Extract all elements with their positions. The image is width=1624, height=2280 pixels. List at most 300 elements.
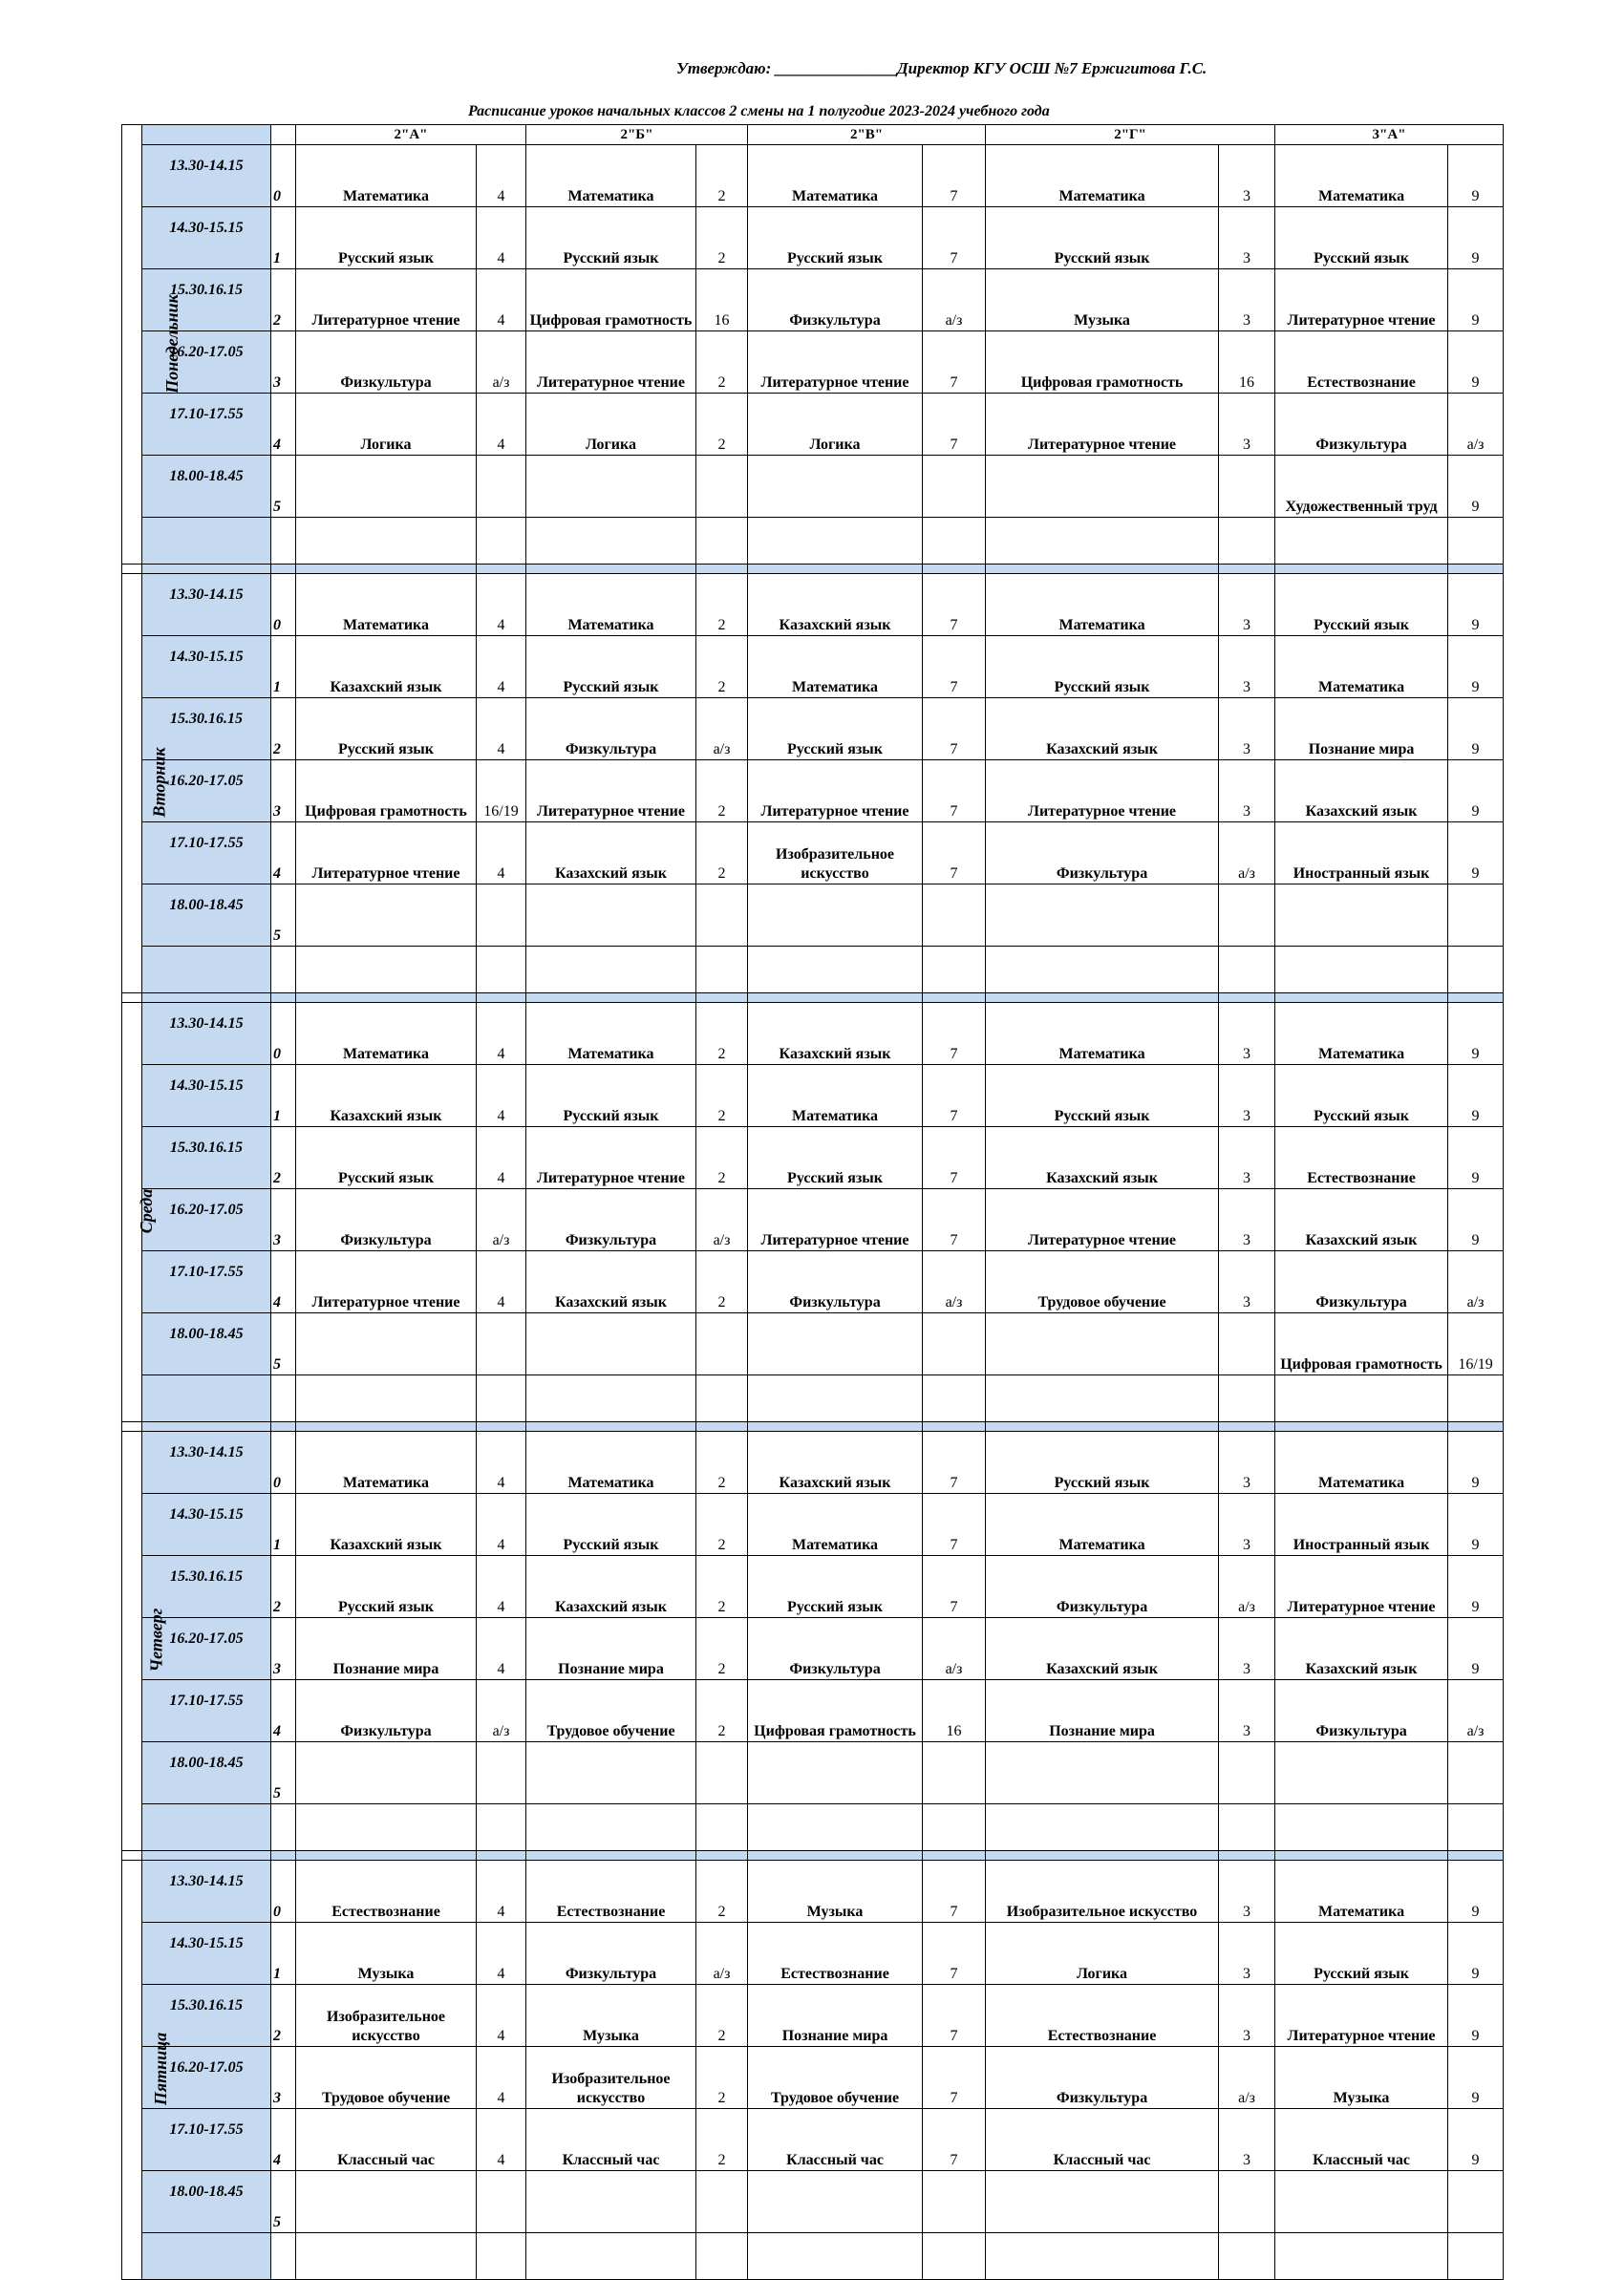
blank-cell bbox=[696, 518, 748, 565]
separator-cell bbox=[748, 1851, 923, 1861]
subject-cell: Трудовое обучение bbox=[296, 2047, 477, 2109]
subject-cell: Трудовое обучение bbox=[526, 1680, 696, 1742]
subject-cell: Математика bbox=[526, 1432, 696, 1494]
subject-cell: Логика bbox=[986, 1923, 1219, 1985]
blank-time-cell bbox=[142, 1375, 271, 1422]
header-day-cell bbox=[122, 125, 182, 565]
room-cell bbox=[1448, 1742, 1504, 1804]
room-cell: 7 bbox=[923, 207, 986, 269]
room-cell: 2 bbox=[696, 207, 748, 269]
room-cell: 9 bbox=[1448, 1923, 1504, 1985]
room-cell: а/з bbox=[696, 1923, 748, 1985]
blank-cell bbox=[526, 518, 696, 565]
room-cell: а/з bbox=[477, 1680, 526, 1742]
lesson-time: 13.30-14.15 bbox=[142, 1861, 271, 1923]
blank-cell bbox=[748, 1804, 923, 1851]
lesson-time: 16.20-17.05 bbox=[142, 1618, 271, 1680]
subject-cell bbox=[296, 2171, 477, 2233]
room-cell: 9 bbox=[1448, 331, 1504, 394]
day-separator bbox=[122, 1422, 1504, 1432]
lesson-number: 2 bbox=[271, 1556, 296, 1618]
room-cell bbox=[923, 884, 986, 947]
lesson-number: 2 bbox=[271, 1127, 296, 1189]
blank-row bbox=[122, 518, 1504, 565]
separator-cell bbox=[477, 1422, 526, 1432]
blank-cell bbox=[526, 1375, 696, 1422]
separator-cell bbox=[696, 1422, 748, 1432]
room-cell: 7 bbox=[923, 760, 986, 822]
lesson-time: 18.00-18.45 bbox=[142, 1742, 271, 1804]
room-cell: 7 bbox=[923, 2047, 986, 2109]
blank-cell bbox=[1219, 947, 1275, 993]
lesson-row bbox=[122, 1494, 1504, 1556]
separator-cell bbox=[526, 565, 696, 574]
lesson-number: 3 bbox=[271, 1189, 296, 1251]
lesson-number: 0 bbox=[271, 574, 296, 636]
room-cell: а/з bbox=[1219, 822, 1275, 884]
separator-cell bbox=[1219, 565, 1275, 574]
subject-cell: Русский язык bbox=[1275, 1923, 1448, 1985]
lesson-time: 13.30-14.15 bbox=[142, 574, 271, 636]
lesson-time: 15.30.16.15 bbox=[142, 698, 271, 760]
blank-cell bbox=[923, 947, 986, 993]
blank-cell bbox=[748, 518, 923, 565]
subject-cell: Математика bbox=[986, 1003, 1219, 1065]
lesson-row bbox=[122, 1680, 1504, 1742]
subject-cell: Литературное чтение bbox=[1275, 1556, 1448, 1618]
room-cell: 16 bbox=[923, 1680, 986, 1742]
subject-cell: Русский язык bbox=[986, 1065, 1219, 1127]
blank-cell bbox=[477, 1375, 526, 1422]
room-cell: 4 bbox=[477, 394, 526, 456]
room-cell: 2 bbox=[696, 822, 748, 884]
subject-cell: Литературное чтение bbox=[1275, 1985, 1448, 2047]
lesson-time: 13.30-14.15 bbox=[142, 145, 271, 207]
room-cell bbox=[1219, 1742, 1275, 1804]
subject-cell: Математика bbox=[986, 145, 1219, 207]
lesson-number: 4 bbox=[271, 2109, 296, 2171]
blank-cell bbox=[923, 2233, 986, 2280]
room-cell: 2 bbox=[696, 331, 748, 394]
schedule-table bbox=[121, 124, 1504, 2280]
subject-cell: Русский язык bbox=[986, 207, 1219, 269]
lesson-number: 5 bbox=[271, 2171, 296, 2233]
separator-cell bbox=[748, 565, 923, 574]
room-cell: 7 bbox=[923, 822, 986, 884]
blank-cell bbox=[986, 2233, 1219, 2280]
lesson-row bbox=[122, 2047, 1504, 2109]
subject-cell: Физкультура bbox=[526, 1189, 696, 1251]
subject-cell: Физкультура bbox=[1275, 1251, 1448, 1313]
room-cell: 9 bbox=[1448, 2047, 1504, 2109]
room-cell: 4 bbox=[477, 1861, 526, 1923]
room-cell bbox=[1219, 456, 1275, 518]
blank-cell bbox=[1448, 1804, 1504, 1851]
room-cell: 2 bbox=[696, 1127, 748, 1189]
subject-cell: Иностранный язык bbox=[1275, 1494, 1448, 1556]
room-cell: 2 bbox=[696, 1618, 748, 1680]
subject-cell: Математика bbox=[296, 1432, 477, 1494]
blank-cell bbox=[986, 947, 1219, 993]
subject-cell: Познание мира bbox=[1275, 698, 1448, 760]
lesson-row bbox=[122, 1189, 1504, 1251]
separator-cell bbox=[923, 565, 986, 574]
schedule-title: Расписание уроков начальных классов 2 смены на 1 полугодие 2023-2024 учебного года bbox=[468, 103, 1050, 119]
room-cell: 7 bbox=[923, 394, 986, 456]
room-cell: 7 bbox=[923, 1127, 986, 1189]
lesson-row bbox=[122, 456, 1504, 518]
subject-cell: Математика bbox=[526, 1003, 696, 1065]
room-cell: 4 bbox=[477, 1127, 526, 1189]
subject-cell: Русский язык bbox=[526, 1494, 696, 1556]
room-cell: 3 bbox=[1219, 574, 1275, 636]
blank-cell bbox=[526, 1804, 696, 1851]
room-cell: а/з bbox=[1448, 1251, 1504, 1313]
room-cell bbox=[696, 1313, 748, 1375]
subject-cell: Русский язык bbox=[526, 636, 696, 698]
room-cell: 9 bbox=[1448, 207, 1504, 269]
blank-time-cell bbox=[142, 1804, 271, 1851]
separator-cell bbox=[923, 1422, 986, 1432]
subject-cell bbox=[296, 884, 477, 947]
room-cell: а/з bbox=[696, 698, 748, 760]
blank-cell bbox=[477, 947, 526, 993]
blank-row bbox=[122, 1375, 1504, 1422]
separator-cell bbox=[1275, 565, 1448, 574]
day-cell bbox=[122, 1861, 171, 2280]
separator-cell bbox=[986, 1422, 1219, 1432]
lesson-row bbox=[122, 636, 1504, 698]
subject-cell: Русский язык bbox=[748, 698, 923, 760]
subject-cell: Изобразительное искусство bbox=[748, 822, 923, 884]
room-cell: 7 bbox=[923, 1432, 986, 1494]
subject-cell: Русский язык bbox=[296, 698, 477, 760]
blank-cell bbox=[986, 1804, 1219, 1851]
lesson-number: 0 bbox=[271, 1432, 296, 1494]
separator-cell bbox=[271, 565, 296, 574]
room-cell: 4 bbox=[477, 1251, 526, 1313]
blank-num-cell bbox=[271, 1804, 296, 1851]
lesson-row bbox=[122, 884, 1504, 947]
room-cell bbox=[923, 456, 986, 518]
subject-cell: Казахский язык bbox=[748, 574, 923, 636]
room-cell: 2 bbox=[696, 1494, 748, 1556]
room-cell: 4 bbox=[477, 698, 526, 760]
room-cell bbox=[696, 1742, 748, 1804]
separator-cell bbox=[1219, 1422, 1275, 1432]
room-cell: 9 bbox=[1448, 1432, 1504, 1494]
day-separator bbox=[122, 1851, 1504, 1861]
room-cell: 2 bbox=[696, 1432, 748, 1494]
room-cell: 9 bbox=[1448, 1494, 1504, 1556]
lesson-row bbox=[122, 145, 1504, 207]
subject-cell: Логика bbox=[526, 394, 696, 456]
room-cell: 9 bbox=[1448, 760, 1504, 822]
lesson-time: 17.10-17.55 bbox=[142, 822, 271, 884]
blank-cell bbox=[1275, 1804, 1448, 1851]
room-cell: 16/19 bbox=[477, 760, 526, 822]
room-cell bbox=[477, 456, 526, 518]
subject-cell: Казахский язык bbox=[1275, 760, 1448, 822]
subject-cell: Литературное чтение bbox=[986, 1189, 1219, 1251]
subject-cell: Цифровая грамотность bbox=[1275, 1313, 1448, 1375]
lesson-number: 1 bbox=[271, 1494, 296, 1556]
lesson-time: 13.30-14.15 bbox=[142, 1432, 271, 1494]
subject-cell: Музыка bbox=[526, 1985, 696, 2047]
lesson-time: 15.30.16.15 bbox=[142, 1127, 271, 1189]
subject-cell: Классный час bbox=[748, 2109, 923, 2171]
lesson-row bbox=[122, 1127, 1504, 1189]
separator-cell bbox=[748, 993, 923, 1003]
room-cell: 3 bbox=[1219, 207, 1275, 269]
subject-cell: Музыка bbox=[986, 269, 1219, 331]
room-cell: 9 bbox=[1448, 698, 1504, 760]
separator-cell bbox=[271, 993, 296, 1003]
room-cell: 4 bbox=[477, 822, 526, 884]
class-header: 2"Г" bbox=[986, 125, 1275, 145]
separator-cell bbox=[142, 1851, 271, 1861]
lesson-time: 15.30.16.15 bbox=[142, 269, 271, 331]
subject-cell: Русский язык bbox=[1275, 1065, 1448, 1127]
blank-cell bbox=[526, 2233, 696, 2280]
room-cell: 9 bbox=[1448, 1065, 1504, 1127]
subject-cell bbox=[296, 456, 477, 518]
room-cell: 3 bbox=[1219, 2109, 1275, 2171]
subject-cell: Математика bbox=[296, 1003, 477, 1065]
subject-cell: Русский язык bbox=[748, 1556, 923, 1618]
subject-cell bbox=[296, 1313, 477, 1375]
lesson-number: 4 bbox=[271, 394, 296, 456]
subject-cell: Литературное чтение bbox=[526, 760, 696, 822]
subject-cell: Математика bbox=[296, 574, 477, 636]
subject-cell: Русский язык bbox=[1275, 574, 1448, 636]
blank-cell bbox=[696, 947, 748, 993]
day-cell bbox=[122, 1003, 157, 1422]
lesson-row bbox=[122, 1861, 1504, 1923]
separator-cell bbox=[526, 1851, 696, 1861]
subject-cell: Казахский язык bbox=[748, 1003, 923, 1065]
lesson-row bbox=[122, 822, 1504, 884]
room-cell: 7 bbox=[923, 1494, 986, 1556]
room-cell: а/з bbox=[1219, 2047, 1275, 2109]
subject-cell: Цифровая грамотность bbox=[748, 1680, 923, 1742]
lesson-time: 16.20-17.05 bbox=[142, 760, 271, 822]
subject-cell: Литературное чтение bbox=[526, 331, 696, 394]
subject-cell bbox=[748, 2171, 923, 2233]
lesson-row bbox=[122, 1618, 1504, 1680]
room-cell: 3 bbox=[1219, 1985, 1275, 2047]
subject-cell bbox=[296, 1742, 477, 1804]
separator-cell bbox=[296, 993, 477, 1003]
subject-cell: Физкультура bbox=[526, 1923, 696, 1985]
room-cell: 7 bbox=[923, 145, 986, 207]
lesson-time: 17.10-17.55 bbox=[142, 2109, 271, 2171]
room-cell bbox=[1448, 884, 1504, 947]
blank-cell bbox=[986, 518, 1219, 565]
room-cell: а/з bbox=[923, 269, 986, 331]
room-cell: а/з bbox=[477, 1189, 526, 1251]
separator-day-cell bbox=[122, 1851, 142, 1861]
lesson-number: 1 bbox=[271, 1923, 296, 1985]
room-cell: 3 bbox=[1219, 145, 1275, 207]
lesson-time: 18.00-18.45 bbox=[142, 1313, 271, 1375]
separator-cell bbox=[1275, 993, 1448, 1003]
lesson-row bbox=[122, 207, 1504, 269]
separator-cell bbox=[696, 565, 748, 574]
subject-cell: Математика bbox=[296, 145, 477, 207]
subject-cell: Русский язык bbox=[748, 1127, 923, 1189]
room-cell: 4 bbox=[477, 1003, 526, 1065]
room-cell bbox=[477, 1742, 526, 1804]
room-cell: 9 bbox=[1448, 822, 1504, 884]
room-cell bbox=[1219, 884, 1275, 947]
room-cell: 4 bbox=[477, 269, 526, 331]
blank-time-cell bbox=[142, 518, 271, 565]
lesson-number: 1 bbox=[271, 207, 296, 269]
room-cell: 3 bbox=[1219, 1065, 1275, 1127]
subject-cell: Русский язык bbox=[748, 207, 923, 269]
blank-cell bbox=[477, 1804, 526, 1851]
room-cell: 3 bbox=[1219, 269, 1275, 331]
subject-cell bbox=[986, 1313, 1219, 1375]
room-cell: 9 bbox=[1448, 636, 1504, 698]
subject-cell: Литературное чтение bbox=[748, 1189, 923, 1251]
blank-cell bbox=[696, 2233, 748, 2280]
subject-cell: Изобразительное искусство bbox=[986, 1861, 1219, 1923]
room-cell: 3 bbox=[1219, 1618, 1275, 1680]
subject-cell: Естествознание bbox=[1275, 1127, 1448, 1189]
separator-cell bbox=[923, 993, 986, 1003]
lesson-number: 0 bbox=[271, 1003, 296, 1065]
room-cell: 2 bbox=[696, 1003, 748, 1065]
blank-cell bbox=[1275, 2233, 1448, 2280]
lesson-time: 15.30.16.15 bbox=[142, 1556, 271, 1618]
subject-cell: Казахский язык bbox=[296, 1494, 477, 1556]
room-cell: 2 bbox=[696, 394, 748, 456]
subject-cell bbox=[748, 1313, 923, 1375]
lesson-number: 3 bbox=[271, 2047, 296, 2109]
room-cell: 9 bbox=[1448, 1189, 1504, 1251]
subject-cell: Литературное чтение bbox=[1275, 269, 1448, 331]
room-cell: 7 bbox=[923, 1923, 986, 1985]
room-cell: 3 bbox=[1219, 1494, 1275, 1556]
subject-cell: Математика bbox=[1275, 1003, 1448, 1065]
lesson-time: 14.30-15.15 bbox=[142, 1065, 271, 1127]
lesson-number: 3 bbox=[271, 331, 296, 394]
lesson-row bbox=[122, 269, 1504, 331]
subject-cell: Физкультура bbox=[986, 1556, 1219, 1618]
subject-cell: Математика bbox=[1275, 1432, 1448, 1494]
blank-cell bbox=[1275, 947, 1448, 993]
lesson-time: 18.00-18.45 bbox=[142, 2171, 271, 2233]
day-separator bbox=[122, 993, 1504, 1003]
subject-cell bbox=[526, 2171, 696, 2233]
subject-cell: Логика bbox=[748, 394, 923, 456]
subject-cell: Физкультура bbox=[296, 331, 477, 394]
blank-cell bbox=[296, 1375, 477, 1422]
subject-cell: Математика bbox=[986, 574, 1219, 636]
subject-cell bbox=[986, 1742, 1219, 1804]
lesson-row bbox=[122, 394, 1504, 456]
room-cell: 4 bbox=[477, 636, 526, 698]
lesson-row bbox=[122, 574, 1504, 636]
room-cell bbox=[923, 2171, 986, 2233]
blank-cell bbox=[1448, 947, 1504, 993]
day-cell bbox=[122, 574, 169, 993]
subject-cell bbox=[986, 884, 1219, 947]
separator-cell bbox=[1219, 1851, 1275, 1861]
separator-day-cell bbox=[122, 565, 142, 574]
separator-cell bbox=[1448, 1422, 1504, 1432]
class-header: 2"Б" bbox=[526, 125, 748, 145]
lesson-number: 1 bbox=[271, 636, 296, 698]
separator-cell bbox=[1275, 1422, 1448, 1432]
room-cell: 4 bbox=[477, 2047, 526, 2109]
subject-cell: Классный час bbox=[526, 2109, 696, 2171]
blank-cell bbox=[923, 1375, 986, 1422]
subject-cell: Русский язык bbox=[986, 636, 1219, 698]
blank-cell bbox=[748, 947, 923, 993]
lesson-time: 14.30-15.15 bbox=[142, 636, 271, 698]
lesson-row bbox=[122, 2171, 1504, 2233]
subject-cell bbox=[1275, 2171, 1448, 2233]
room-cell: 4 bbox=[477, 1618, 526, 1680]
room-cell: 9 bbox=[1448, 1556, 1504, 1618]
class-header: 2"В" bbox=[748, 125, 986, 145]
approval-line: Утверждаю: _______________Директор КГУ ОСШ №7 Ержигитова Г.С. bbox=[676, 59, 1207, 77]
room-cell: 3 bbox=[1219, 1251, 1275, 1313]
lesson-row bbox=[122, 1985, 1504, 2047]
blank-cell bbox=[923, 518, 986, 565]
room-cell bbox=[923, 1742, 986, 1804]
room-cell: 7 bbox=[923, 1985, 986, 2047]
header-num-cell bbox=[271, 125, 296, 145]
subject-cell bbox=[526, 1742, 696, 1804]
blank-cell bbox=[1275, 1375, 1448, 1422]
subject-cell: Физкультура bbox=[986, 2047, 1219, 2109]
room-cell bbox=[696, 2171, 748, 2233]
room-cell: 3 bbox=[1219, 1861, 1275, 1923]
lesson-time: 18.00-18.45 bbox=[142, 884, 271, 947]
subject-cell: Познание мира bbox=[748, 1985, 923, 2047]
blank-num-cell bbox=[271, 2233, 296, 2280]
lesson-row bbox=[122, 2109, 1504, 2171]
room-cell bbox=[477, 1313, 526, 1375]
room-cell bbox=[477, 884, 526, 947]
subject-cell: Литературное чтение bbox=[526, 1127, 696, 1189]
blank-num-cell bbox=[271, 518, 296, 565]
lesson-number: 1 bbox=[271, 1065, 296, 1127]
subject-cell: Музыка bbox=[1275, 2047, 1448, 2109]
lesson-time: 13.30-14.15 bbox=[142, 1003, 271, 1065]
subject-cell bbox=[1275, 1742, 1448, 1804]
subject-cell: Иностранный язык bbox=[1275, 822, 1448, 884]
day-label: Среда bbox=[137, 1188, 157, 1234]
blank-cell bbox=[1219, 2233, 1275, 2280]
room-cell: 3 bbox=[1219, 698, 1275, 760]
blank-cell bbox=[296, 947, 477, 993]
room-cell: 3 bbox=[1219, 1432, 1275, 1494]
room-cell: 4 bbox=[477, 574, 526, 636]
room-cell: 9 bbox=[1448, 1985, 1504, 2047]
lesson-row bbox=[122, 1923, 1504, 1985]
subject-cell: Физкультура bbox=[296, 1189, 477, 1251]
separator-cell bbox=[986, 993, 1219, 1003]
lesson-time: 16.20-17.05 bbox=[142, 1189, 271, 1251]
subject-cell bbox=[526, 1313, 696, 1375]
lesson-time: 15.30.16.15 bbox=[142, 1985, 271, 2047]
lesson-number: 0 bbox=[271, 145, 296, 207]
